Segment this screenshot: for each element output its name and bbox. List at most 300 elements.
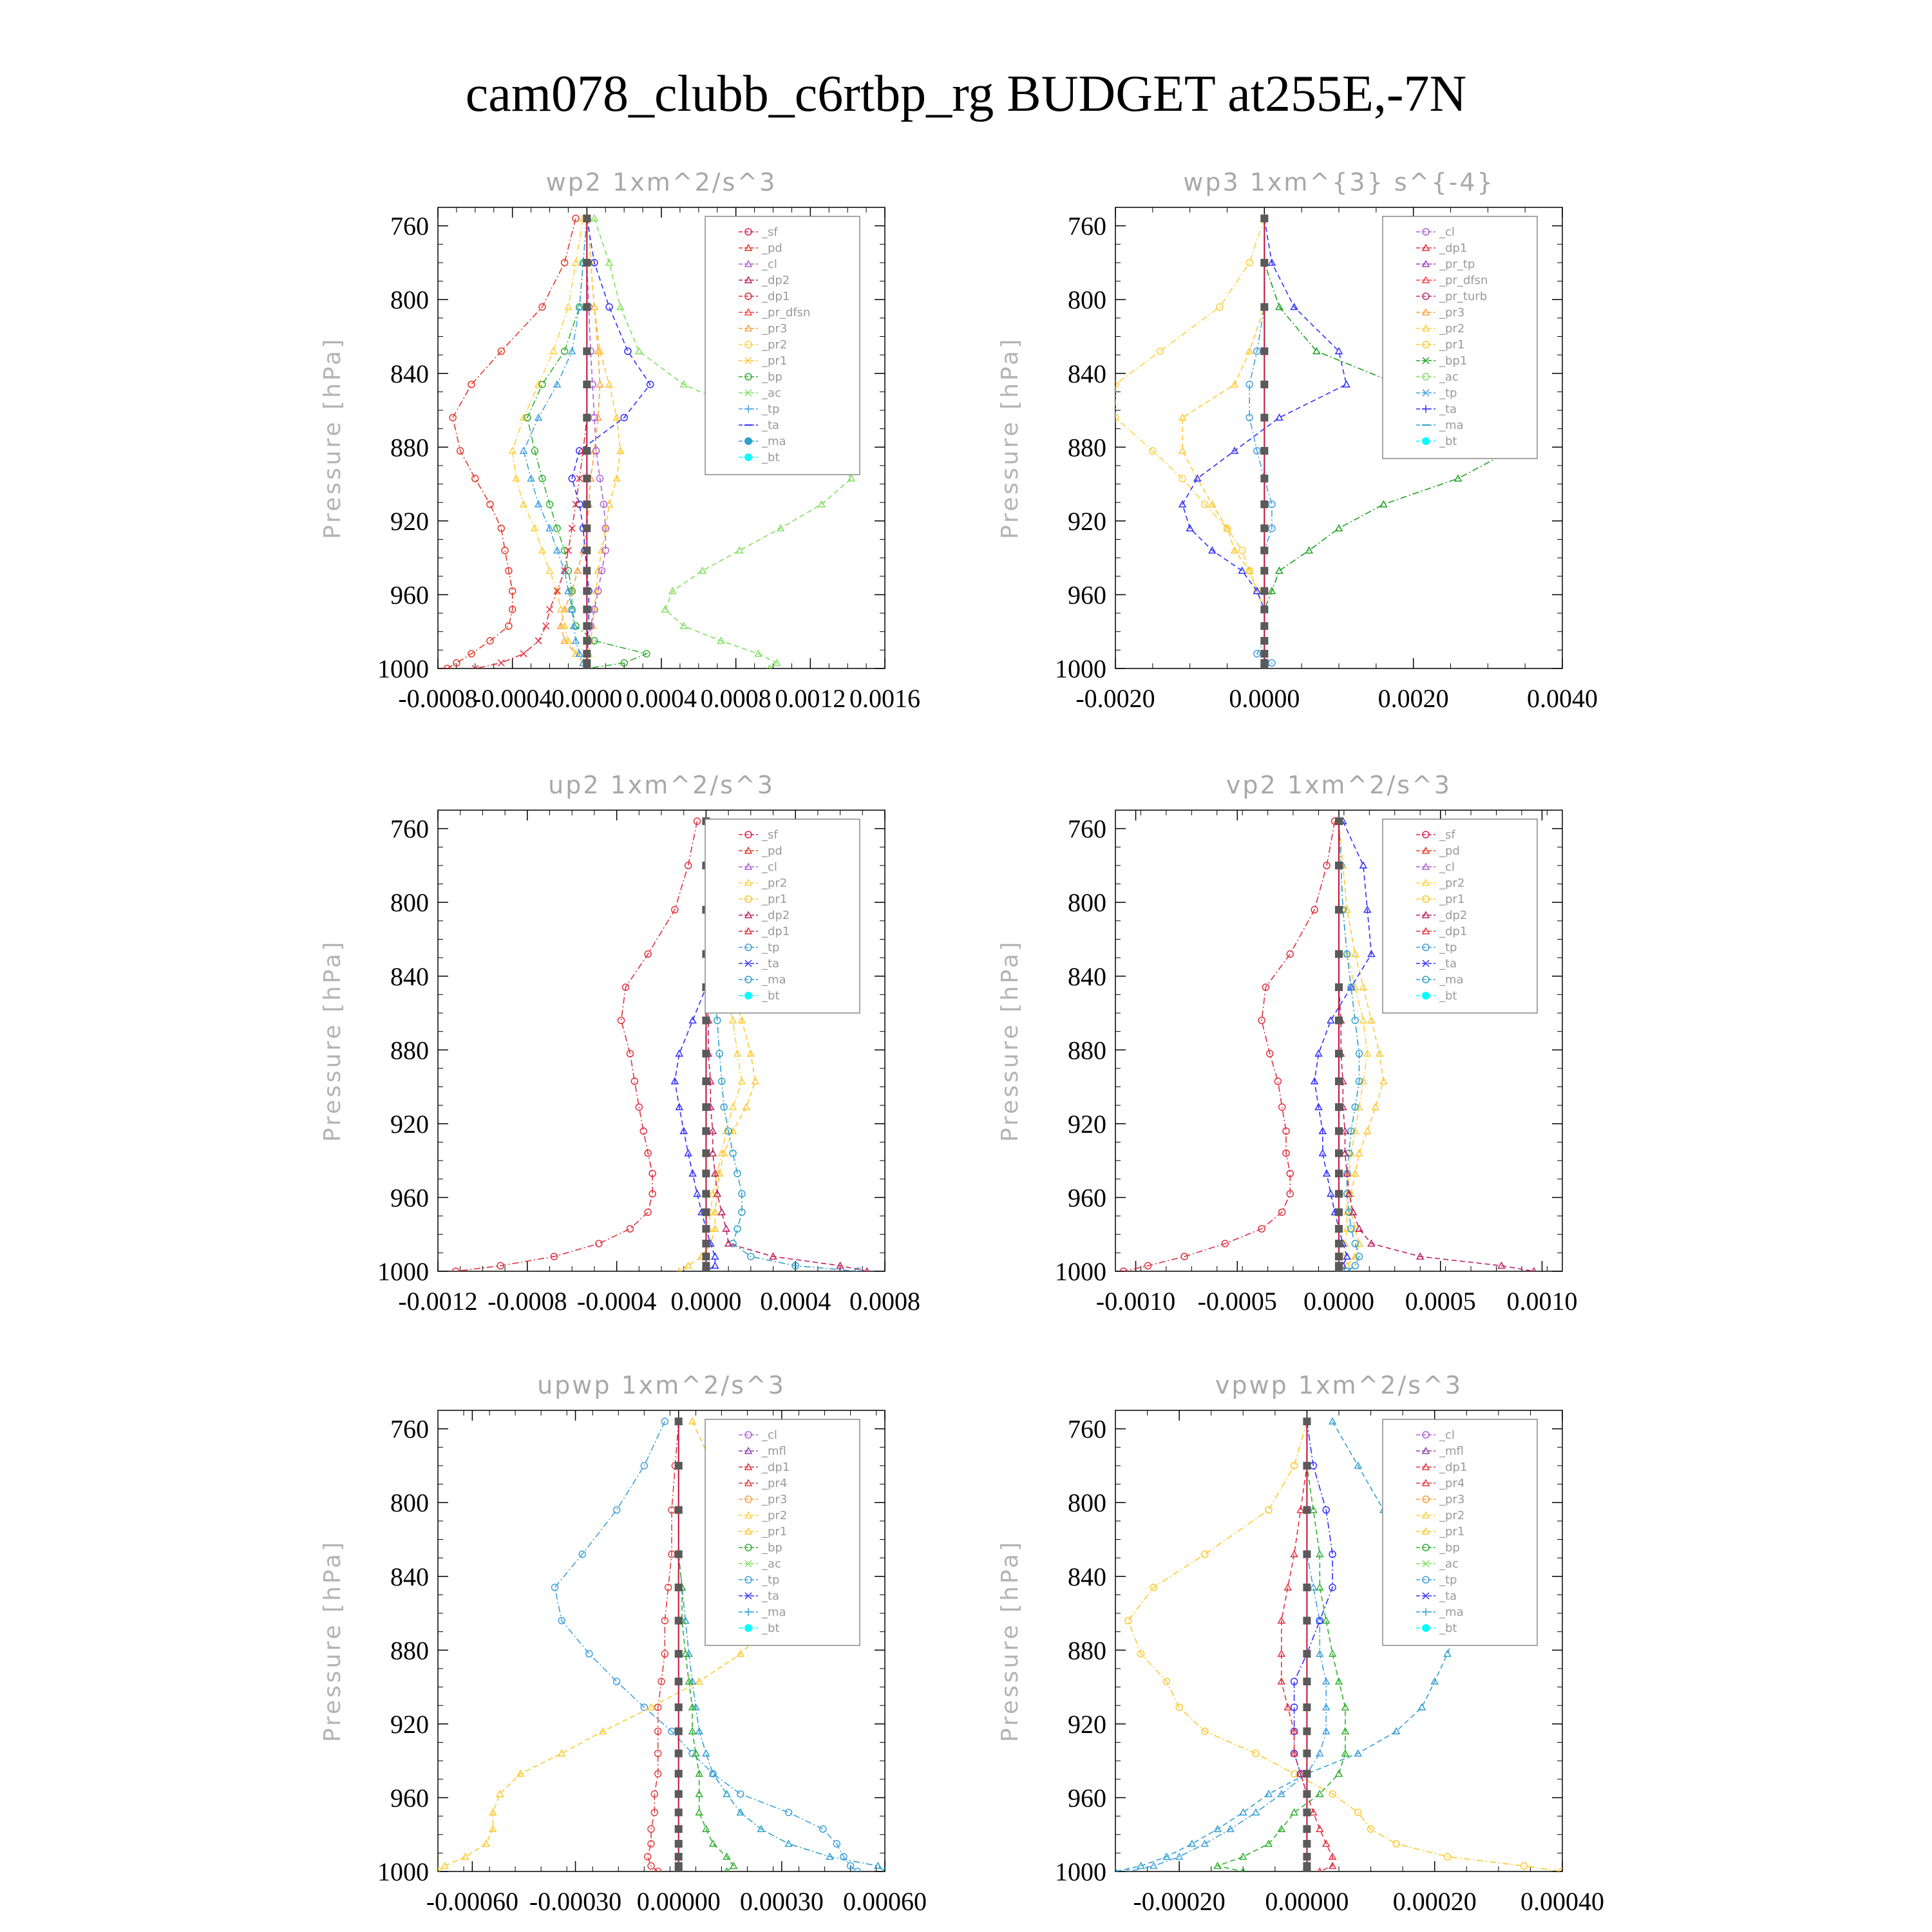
data-point [1246, 260, 1253, 266]
legend-entry: _cl [1439, 225, 1455, 239]
x-tick-label: -0.0012 [398, 1287, 478, 1316]
data-point [1291, 1809, 1298, 1815]
y-tick-label: 800 [1068, 285, 1106, 315]
y-tick-label: 960 [1068, 580, 1106, 610]
data-point [1260, 605, 1268, 613]
legend [705, 216, 860, 475]
panel-title: upwp 1xm^2/s^3 [537, 1371, 786, 1399]
data-point [736, 547, 743, 553]
series-line-dp1 [456, 821, 697, 1271]
data-point [1189, 1841, 1195, 1846]
x-tick-label: 0.0040 [1527, 684, 1598, 713]
data-point [685, 1262, 692, 1268]
legend-entry: _tp [762, 941, 780, 954]
y-tick-label: 920 [1068, 1109, 1106, 1139]
data-point [583, 567, 591, 574]
panel-6 [997, 1371, 1604, 1916]
data-point [702, 1253, 710, 1260]
panel-title: up2 1xm^2/s^3 [548, 771, 775, 799]
data-point [1253, 1750, 1259, 1757]
y-tick-label: 880 [1068, 1036, 1106, 1065]
data-point [702, 1077, 710, 1085]
data-point [586, 1651, 592, 1657]
data-point [1179, 448, 1186, 453]
y-axis-label: Pressure [hPa] [997, 336, 1023, 540]
data-point [543, 623, 549, 629]
legend-entry: _bt [1439, 989, 1457, 1003]
legend-entry: _pr2 [762, 876, 788, 890]
data-point [625, 348, 631, 354]
legend [1383, 1419, 1537, 1645]
y-tick-label: 800 [1068, 1488, 1106, 1518]
data-point [483, 1841, 489, 1846]
y-tick-label: 1000 [1055, 1857, 1106, 1886]
panel-3 [319, 771, 920, 1316]
x-tick-label: -0.00020 [1133, 1887, 1226, 1916]
data-point [675, 1703, 683, 1711]
data-point [1274, 1078, 1281, 1084]
data-point [1276, 414, 1282, 420]
x-tick-label: 0.0000 [551, 684, 623, 713]
y-tick-label: 760 [390, 211, 429, 241]
legend-entry: _mfl [1439, 1444, 1464, 1458]
data-point [743, 1104, 750, 1110]
data-point [1335, 1240, 1343, 1247]
panel-5 [319, 1371, 927, 1916]
data-point [565, 304, 571, 310]
series-line-pr4 [648, 1421, 679, 1871]
data-point [1260, 259, 1268, 267]
y-tick-label: 840 [390, 1562, 429, 1591]
legend-entry: _pr3 [1439, 306, 1465, 319]
data-point [614, 1678, 620, 1685]
data-point [1343, 381, 1350, 387]
data-point [675, 1506, 683, 1514]
series-line-tp [524, 218, 587, 668]
data-point [675, 1462, 683, 1470]
data-point [702, 1103, 710, 1111]
legend-entry: _pr1 [762, 354, 788, 368]
data-point [1303, 1550, 1311, 1558]
y-tick-label: 920 [390, 506, 429, 536]
legend-entry: _ta [762, 957, 780, 971]
data-point [1240, 1809, 1246, 1815]
data-point [1260, 637, 1268, 645]
data-point [648, 1704, 654, 1710]
y-tick-label: 920 [390, 1109, 429, 1139]
legend-entry: _pr3 [762, 1493, 788, 1506]
data-point [583, 587, 591, 595]
x-tick-label: -0.00060 [426, 1887, 519, 1916]
legend-entry: _cl [762, 860, 777, 874]
legend-entry: _cl [1439, 1428, 1455, 1442]
legend-entry: _bt [1439, 435, 1457, 448]
data-point [1303, 1790, 1311, 1798]
data-point [1335, 1150, 1343, 1157]
legend [705, 1419, 860, 1645]
legend-entry: _sf [762, 828, 778, 842]
data-point [583, 665, 591, 672]
legend-marker [744, 453, 752, 461]
data-point [583, 347, 591, 355]
data-point [1260, 622, 1268, 630]
series-line-dp1 [1124, 821, 1335, 1271]
x-tick-label: 0.0005 [1405, 1287, 1476, 1316]
data-point [645, 1853, 651, 1860]
legend-entry: _pr2 [762, 338, 788, 352]
data-point [786, 1809, 792, 1815]
data-point [520, 650, 527, 657]
data-point [702, 1267, 710, 1275]
data-point [547, 606, 553, 612]
series-line-pr3 [561, 218, 600, 668]
data-point [737, 1791, 744, 1797]
legend-entry: _cl [762, 258, 777, 271]
legend-entry: _tp [1439, 941, 1457, 954]
x-tick-label: 0.00040 [1520, 1887, 1604, 1916]
data-point [1335, 1190, 1343, 1198]
panel-title: vp2 1xm^2/s^3 [1226, 771, 1452, 799]
legend [1383, 216, 1537, 459]
data-point [1393, 1841, 1399, 1847]
data-point [535, 638, 542, 644]
legend-entry: _pr2 [762, 1509, 788, 1522]
data-point [661, 1418, 668, 1425]
x-tick-label: 0.0000 [1229, 684, 1300, 713]
legend-entry: _pr1 [1439, 1525, 1465, 1539]
data-point [1335, 1267, 1343, 1275]
data-point [702, 1208, 710, 1216]
data-point [1260, 524, 1268, 532]
legend-entry: _pd [762, 242, 782, 255]
panel-1 [319, 168, 920, 713]
data-point [1260, 303, 1268, 311]
data-point [442, 1862, 448, 1868]
data-point [636, 348, 642, 354]
data-point [675, 1808, 683, 1816]
x-tick-label: 0.00000 [1265, 1887, 1349, 1916]
data-point [1260, 500, 1268, 508]
legend-entry: _pr1 [1439, 893, 1465, 906]
data-point [591, 215, 598, 221]
y-tick-label: 960 [1068, 1183, 1106, 1213]
x-tick-label: 0.0010 [1506, 1287, 1578, 1316]
data-point [583, 303, 591, 311]
y-tick-label: 1000 [377, 1257, 429, 1286]
legend-entry: _pr_turb [1439, 290, 1488, 303]
data-point [1260, 475, 1268, 482]
series-line-tp [1128, 1421, 1326, 1871]
x-tick-label: 0.0000 [1303, 1287, 1374, 1316]
data-point [1260, 447, 1268, 455]
data-point [702, 1050, 710, 1057]
y-tick-label: 800 [390, 1488, 429, 1518]
data-point [702, 1225, 710, 1233]
legend-entry: _ma [762, 973, 786, 987]
data-point [1303, 1750, 1311, 1757]
legend-entry: _pr2 [1439, 1509, 1465, 1522]
data-point [472, 475, 478, 482]
legend-entry: _ma [762, 1605, 786, 1619]
data-point [1125, 1617, 1132, 1624]
legend-entry: _pr2 [1439, 322, 1465, 336]
data-point [675, 1727, 683, 1735]
y-tick-label: 760 [1068, 814, 1106, 844]
data-point [562, 348, 568, 354]
y-axis-label: Pressure [hPa] [319, 336, 346, 540]
data-point [1303, 1727, 1311, 1735]
legend-entry: _pr_tp [1439, 258, 1475, 271]
y-tick-label: 1000 [1055, 654, 1106, 683]
series-line-pr1 [1182, 218, 1264, 668]
data-point [1303, 1703, 1311, 1711]
legend-entry: _ac [1439, 370, 1459, 384]
legend-marker [744, 437, 752, 445]
data-point [699, 567, 706, 573]
data-point [675, 1790, 683, 1798]
legend-entry: _tp [762, 402, 780, 416]
data-point [848, 475, 855, 481]
data-point [596, 1240, 602, 1247]
legend-entry: _tp [1439, 386, 1457, 400]
legend-entry: _pr_dfsn [762, 306, 811, 319]
legend-entry: _pr2 [1439, 876, 1465, 890]
data-point [710, 1841, 716, 1846]
legend-entry: _pr3 [1439, 1493, 1465, 1506]
legend-entry: _pr1 [1439, 338, 1465, 352]
data-point [1521, 1862, 1528, 1869]
legend-entry: _dp2 [1439, 909, 1468, 922]
x-tick-label: 0.0000 [670, 1287, 742, 1316]
series-line-pd [448, 218, 576, 668]
data-point [1303, 1853, 1311, 1861]
legend-entry: _bp [762, 1541, 782, 1555]
data-point [752, 1078, 759, 1084]
data-point [820, 1826, 826, 1832]
y-tick-label: 840 [390, 359, 429, 388]
y-tick-label: 760 [1068, 1414, 1106, 1444]
y-tick-label: 880 [1068, 1636, 1106, 1665]
y-tick-label: 960 [390, 1783, 429, 1813]
data-point [558, 1750, 565, 1756]
x-tick-label: -0.0005 [1197, 1287, 1277, 1316]
legend-marker [744, 992, 752, 999]
data-point [1335, 1208, 1343, 1216]
data-point [462, 1853, 469, 1859]
y-tick-label: 1000 [377, 1857, 429, 1886]
legend-entry: _dp1 [762, 1461, 790, 1474]
data-point [617, 304, 623, 310]
legend-entry: _dp1 [1439, 1461, 1468, 1474]
legend-entry: _cl [762, 1428, 777, 1442]
y-tick-label: 1000 [377, 654, 429, 683]
data-point [1498, 1262, 1504, 1268]
data-point [1260, 381, 1268, 388]
data-point [1364, 1128, 1370, 1133]
legend [705, 819, 860, 1013]
legend-marker [744, 1624, 752, 1632]
legend-entry: _sf [1439, 828, 1455, 842]
series-line-ta [1314, 821, 1371, 1271]
y-tick-label: 880 [390, 1636, 429, 1665]
data-point [583, 447, 591, 455]
legend-entry: _ta [1439, 402, 1457, 416]
y-tick-label: 800 [390, 285, 429, 315]
data-point [583, 413, 591, 421]
y-tick-label: 880 [1068, 433, 1106, 462]
legend-entry: _pr4 [762, 1477, 788, 1490]
data-point [1260, 413, 1268, 421]
x-tick-label: 0.0016 [849, 684, 920, 713]
data-point [1303, 1506, 1311, 1514]
x-tick-label: 0.00000 [636, 1887, 721, 1916]
legend-entry: _bp [762, 370, 782, 384]
data-point [1260, 547, 1268, 554]
legend-entry: _bt [762, 1622, 780, 1635]
data-point [702, 1240, 710, 1247]
data-point [702, 1170, 710, 1177]
panel-title: wp2 1xm^2/s^3 [545, 168, 777, 196]
y-tick-label: 920 [1068, 506, 1106, 536]
data-point [675, 1584, 683, 1591]
legend-entry: _ta [762, 1589, 780, 1603]
data-point [675, 1550, 683, 1558]
data-point [550, 348, 556, 354]
legend-marker [1422, 1624, 1430, 1632]
legend-entry: _dp1 [762, 290, 790, 303]
data-point [1335, 1225, 1343, 1233]
legend-entry: _ma [762, 435, 786, 448]
x-tick-label: 0.00020 [1392, 1887, 1477, 1916]
y-axis-label: Pressure [hPa] [997, 1539, 1023, 1743]
legend-entry: _dp1 [1439, 925, 1468, 938]
data-point [1303, 1584, 1311, 1591]
data-point [703, 1750, 709, 1756]
data-point [1419, 1704, 1425, 1710]
data-point [1372, 1104, 1379, 1110]
data-point [1303, 1825, 1311, 1833]
legend-entry: _bt [762, 451, 780, 464]
data-point [1329, 1418, 1336, 1424]
data-point [1303, 1868, 1311, 1875]
y-tick-label: 760 [1068, 211, 1106, 241]
legend-entry: _ta [762, 419, 780, 432]
data-point [1335, 862, 1343, 869]
panel-4 [997, 771, 1577, 1316]
legend-entry: _bp1 [1439, 354, 1468, 368]
data-point [1253, 1809, 1259, 1815]
y-tick-label: 800 [390, 888, 429, 918]
data-point [1335, 906, 1343, 914]
data-point [583, 381, 591, 388]
x-tick-label: -0.0008 [398, 684, 478, 713]
data-point [1355, 1809, 1361, 1815]
x-tick-label: -0.0004 [576, 1287, 657, 1316]
data-point [675, 1678, 683, 1685]
data-point [1287, 951, 1293, 957]
data-point [730, 1104, 736, 1110]
legend-entry: _dp1 [1439, 242, 1468, 255]
legend-entry: _dp2 [762, 274, 790, 287]
legend-entry: _ma [1439, 1605, 1464, 1619]
data-point [1335, 1253, 1343, 1260]
data-point [583, 605, 591, 613]
data-point [583, 500, 591, 508]
data-point [1260, 665, 1268, 672]
data-point [675, 1650, 683, 1658]
legend-entry: _ta [1439, 957, 1457, 971]
y-tick-label: 920 [390, 1709, 429, 1739]
data-point [573, 215, 579, 222]
y-tick-label: 960 [1068, 1783, 1106, 1813]
data-point [1265, 1507, 1272, 1513]
data-point [583, 475, 591, 482]
legend-marker [1422, 992, 1430, 999]
data-point [675, 1868, 683, 1875]
y-tick-label: 920 [1068, 1709, 1106, 1739]
y-tick-label: 840 [1068, 961, 1106, 991]
data-point [1303, 1650, 1311, 1658]
y-tick-label: 760 [390, 1414, 429, 1444]
data-point [1335, 1127, 1343, 1135]
data-point [1303, 1770, 1311, 1777]
data-point [696, 1791, 703, 1797]
legend-entry: _tp [762, 1573, 780, 1587]
data-point [1316, 1750, 1323, 1756]
x-tick-label: -0.0010 [1095, 1287, 1176, 1316]
legend [1383, 819, 1537, 1013]
data-point [1260, 347, 1268, 355]
data-point [1260, 650, 1268, 658]
data-point [1303, 1678, 1311, 1685]
data-point [1335, 1050, 1343, 1057]
data-point [583, 547, 591, 554]
data-point [583, 622, 591, 630]
data-point [1335, 1077, 1343, 1085]
data-point [1291, 1463, 1298, 1469]
data-point [703, 1826, 709, 1832]
legend-marker [1422, 437, 1430, 445]
data-point [675, 1616, 683, 1624]
data-point [1260, 214, 1268, 222]
data-point [1327, 1017, 1334, 1023]
series-line-ma [1339, 821, 1359, 1271]
data-point [689, 1418, 696, 1424]
legend-entry: _pd [1439, 844, 1460, 858]
legend-entry: _ac [1439, 1557, 1459, 1571]
data-point [583, 214, 591, 222]
legend-entry: _bt [1439, 1622, 1457, 1635]
data-point [606, 304, 612, 310]
data-point [1335, 1103, 1343, 1111]
data-point [468, 381, 475, 388]
data-point [583, 637, 591, 645]
data-point [702, 1150, 710, 1157]
data-point [1336, 525, 1342, 531]
data-point [487, 501, 493, 507]
legend-entry: _pd [762, 844, 782, 858]
data-point [702, 1016, 710, 1024]
data-point [675, 1770, 683, 1777]
data-point [614, 1507, 620, 1513]
y-tick-label: 840 [1068, 1562, 1106, 1591]
y-tick-label: 840 [390, 961, 429, 991]
data-point [734, 1226, 741, 1232]
legend-entry: _ma [1439, 419, 1464, 432]
legend-entry: _ac [762, 386, 781, 400]
y-tick-label: 840 [1068, 359, 1106, 388]
x-tick-label: -0.0020 [1075, 684, 1155, 713]
